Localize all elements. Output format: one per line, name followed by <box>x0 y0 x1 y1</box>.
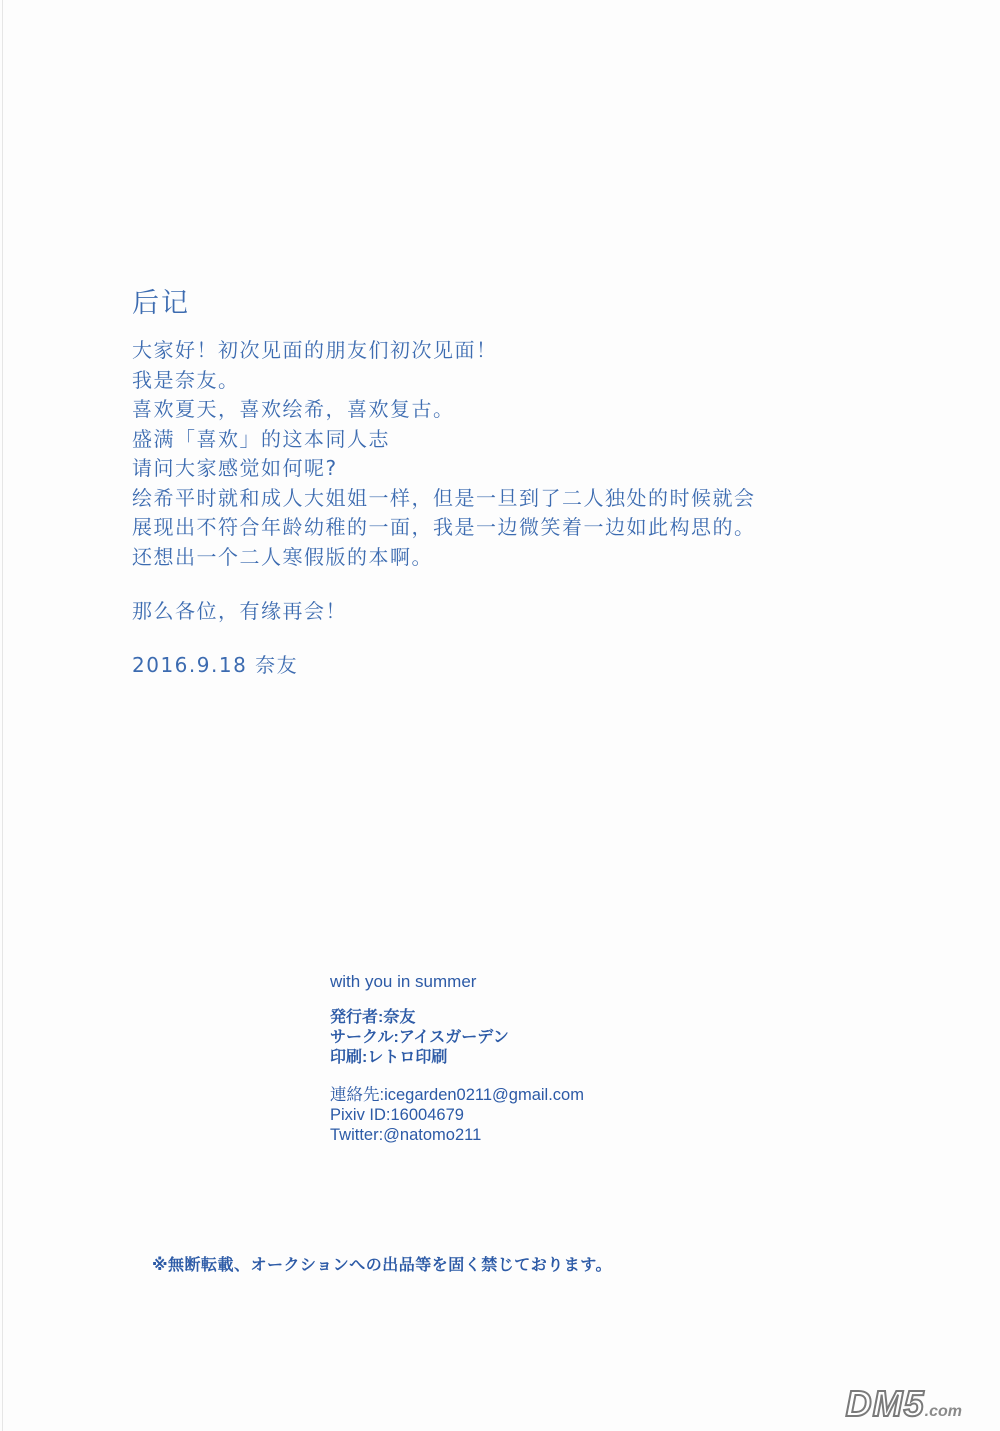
watermark-suffix-text: .com <box>924 1403 962 1420</box>
colophon-twitter: Twitter:@natomo211 <box>330 1126 482 1144</box>
afterword-line: 盛满「喜欢」的这本同人志 <box>132 426 390 451</box>
colophon-printer: 印刷:レトロ印刷 <box>330 1049 448 1066</box>
afterword-farewell: 那么各位，有缘再会！ <box>132 599 347 623</box>
colophon-pixiv-id: Pixiv ID:16004679 <box>330 1106 464 1124</box>
colophon-credits <box>330 1008 750 1068</box>
colophon-publisher: 発行者:奈友 <box>330 1009 416 1026</box>
colophon-book-title: with you in summer <box>330 972 477 991</box>
copyright-notice: ※無断転載、オークションへの出品等を固く禁じております。 <box>152 1255 612 1274</box>
page-edge-divider <box>2 0 3 1431</box>
afterword-line: 我是奈友。 <box>132 367 240 392</box>
afterword-line: 请问大家感觉如何呢? <box>132 456 338 480</box>
afterword-line: 绘希平时就和成人大姐姐一样，但是一旦到了二人独处的时候就会 <box>132 485 756 510</box>
colophon-section <box>330 968 750 1145</box>
afterword-line: 展现出不符合年龄幼稚的一面，我是一边微笑着一边如此构思的。 <box>132 515 756 539</box>
afterword-line: 大家好！初次见面的朋友们初次见面！ <box>132 338 498 362</box>
afterword-section <box>132 282 892 680</box>
afterword-line: 喜欢夏天，喜欢绘希，喜欢复古。 <box>132 397 455 421</box>
colophon-circle: サークル:アイスガーデン <box>330 1029 509 1046</box>
colophon-email: 連絡先:icegarden0211@gmail.com <box>330 1086 584 1104</box>
afterword-date-signature: 2016.9.18 奈友 <box>132 653 299 677</box>
afterword-title: 后记 <box>132 288 190 319</box>
afterword-body <box>132 336 892 572</box>
afterword-line: 还想出一个二人寒假版的本啊。 <box>132 544 433 569</box>
watermark-main-text: DM5 <box>845 1383 925 1424</box>
colophon-contacts <box>330 1085 750 1145</box>
site-watermark-logo <box>846 1383 962 1425</box>
